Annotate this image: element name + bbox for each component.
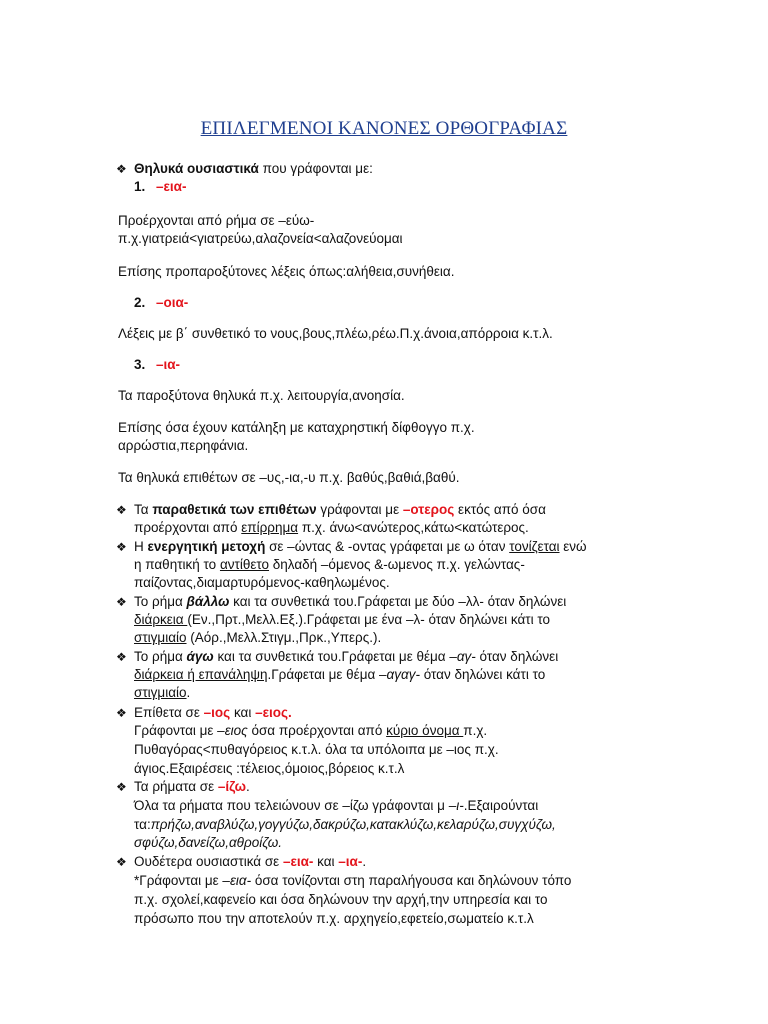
rule-text: τα:πρήζω,αναβλύζω,γογγύζω,δακρύζω,κατακλύζω,κελαρύζω,συγχύζω, — [134, 817, 556, 832]
rule-comparatives: Τα παραθετικά των επιθέτων γράφονται με –οτερος εκτός από όσα — [134, 502, 546, 517]
diamond-bullet-icon — [116, 778, 130, 796]
rule-text: Όλα τα ρήματα που τελειώνουν σε –ίζω γράφονται μ –ι-.Εξαιρούνται — [134, 798, 539, 813]
section-heading: Θηλυκά ουσιαστικά που γράφονται με: — [134, 161, 373, 176]
diamond-bullet-icon — [116, 538, 130, 556]
diamond-bullet-icon — [116, 704, 130, 722]
rule-text: Πυθαγόρας<πυθαγόρειος κ.τ.λ. όλα τα υπόλοιπα με –ιος π.χ. — [134, 742, 499, 757]
diamond-bullet-icon — [116, 648, 130, 666]
rule-text: διάρκεια (Εν.,Πρτ.,Μελλ.Εξ.).Γράφεται με ένα –λ- όταν δηλώνει κάτι το — [134, 612, 550, 627]
rule-text: στιγμιαίο. — [134, 685, 191, 700]
paragraph: π.χ.γιατρειά<γιατρεύω,αλαζονεία<αλαζονεύομαι — [118, 231, 403, 246]
diamond-bullet-icon — [116, 501, 130, 519]
diamond-bullet-icon — [116, 853, 130, 871]
diamond-bullet-icon — [116, 160, 130, 178]
rule-adjectives-ios: Επίθετα σε –ιος και –ειος. — [134, 705, 292, 720]
rule-vallo: Το ρήμα βάλλω και τα συνθετικά του.Γράφεται με δύο –λλ- όταν δηλώνει — [134, 594, 567, 609]
rule-neuter-nouns: Ουδέτερα ουσιαστικά σε –εια- και –ια-. — [134, 854, 367, 869]
paragraph: Επίσης όσα έχουν κατάληξη με καταχρηστική δίφθογγο π.χ. — [118, 420, 475, 435]
rule-ago: Το ρήμα άγω και τα συνθετικά του.Γράφεται με θέμα –αγ- όταν δηλώνει — [134, 649, 559, 664]
rule-text: *Γράφονται με –εια- όσα τονίζονται στη παραλήγουσα και δηλώνουν τόπο — [134, 873, 572, 888]
rule-verbs-izo: Τα ρήματα σε –ίζω. — [134, 779, 250, 794]
rule-text: πρόσωπο που την αποτελούν π.χ. αρχηγείο,εφετείο,σωματείο κ.τ.λ — [134, 911, 534, 926]
paragraph: Λέξεις με β΄ συνθετικό το νους,βους,πλέω,ρέω.Π.χ.άνοια,απόρροια κ.τ.λ. — [118, 326, 553, 341]
rule-text: σφύζω,δανείζω,αθροίζω. — [134, 835, 283, 850]
diamond-bullet-icon — [116, 593, 130, 611]
rule-text: η παθητική το αντίθετο δηλαδή –όμενος &-ωμενος π.χ. γελώντας- — [134, 557, 525, 572]
rule-text: στιγμιαίο (Αόρ.,Μελλ.Στιγμ.,Πρκ.,Υπερς.). — [134, 630, 382, 645]
list-item: 2. –οια- — [134, 295, 189, 310]
paragraph: Τα θηλυκά επιθέτων σε –υς,-ια,-υ π.χ. βαθύς,βαθιά,βαθύ. — [118, 470, 460, 485]
paragraph: Προέρχονται από ρήμα σε –εύω- — [118, 213, 315, 228]
rule-text: π.χ. σχολεί,καφενείο και όσα δηλώνουν την αρχή,την υπηρεσία και το — [134, 892, 548, 907]
rule-text: Γράφονται με –ειος όσα προέρχονται από κύριο όνομα π.χ. — [134, 723, 488, 738]
rule-text: διάρκεια ή επανάληψη.Γράφεται με θέμα –αγαγ- όταν δηλώνει κάτι το — [134, 667, 546, 682]
rule-text: παίζοντας,διαμαρτυρόμενος-καθηλωμένος. — [134, 575, 390, 590]
list-item: 1. –εια- — [134, 179, 187, 194]
rule-text: προέρχονται από επίρρημα π.χ. άνω<ανώτερος,κάτω<κατώτερος. — [134, 520, 529, 535]
page-title: ΕΠΙΛΕΓΜΕΝΟΙ ΚΑΝΟΝΕΣ ΟΡΘΟΓΡΑΦΙΑΣ — [200, 118, 568, 139]
paragraph: Επίσης προπαροξύτονες λέξεις όπως:αλήθεια,συνήθεια. — [118, 264, 455, 279]
paragraph: αρρώστια,περηφάνια. — [118, 438, 249, 453]
rule-text: άγιος.Εξαιρέσεις :τέλειος,όμοιος,βόρειος κ.τ.λ — [134, 761, 405, 776]
rule-active-participle: Η ενεργητική μετοχή σε –ώντας & -οντας γράφεται με ω όταν τονίζεται ενώ — [134, 539, 587, 554]
list-item: 3. –ια- — [134, 357, 181, 372]
paragraph: Τα παροξύτονα θηλυκά π.χ. λειτουργία,ανοησία. — [118, 388, 405, 403]
